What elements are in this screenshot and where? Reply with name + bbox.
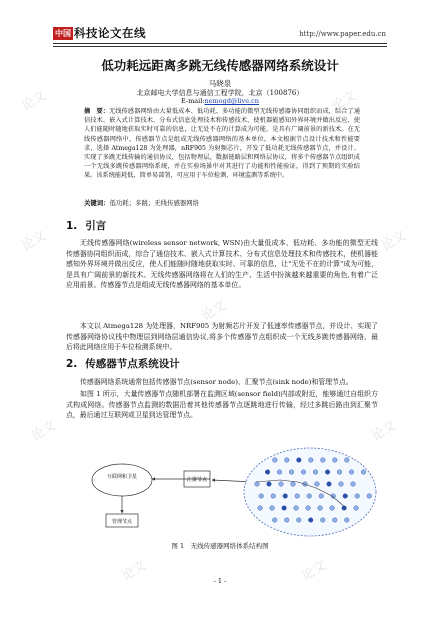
paragraph: 传感器网络系统通常包括传感器节点(sensor node)、汇聚节点(sink node)和管理节点。 [80, 378, 353, 386]
abstract-label: 摘 要： [84, 108, 110, 115]
sensor-node [297, 458, 302, 463]
site-url[interactable]: http://www.paper.edu.cn [299, 30, 386, 38]
sensor-node [308, 518, 313, 523]
sensor-node [277, 470, 282, 475]
header-rule [53, 43, 387, 44]
sensor-node [320, 518, 325, 523]
sensor-node [279, 482, 284, 487]
manager-node-label: 管理节点 [111, 519, 133, 525]
sensor-node [354, 506, 359, 511]
watermark-text: 论文 [118, 558, 150, 585]
watermark-text: 论文 [198, 148, 230, 175]
section-title: 引言 [85, 220, 107, 232]
header-rule-thin [53, 46, 387, 47]
keywords-label: 关键词： [84, 199, 110, 207]
sensor-node [315, 482, 320, 487]
sensor-node [285, 458, 290, 463]
sensor-node [332, 518, 337, 523]
paragraph: 本文以 Atmega128 为处理器，NRF905 为射频芯片开发了低速率传感器节点，并设计、实现了传感器网络协议栈中物理层到网络层通信协议,将多个传感器节点组织成一个无线多跳传感器网络，最后将此网络应用于车位检测系统中。 [66, 322, 378, 352]
sensor-node [270, 506, 275, 511]
figure-wsn-architecture [84, 442, 380, 537]
sensor-node [282, 506, 287, 511]
paper-affiliation: 北京邮电大学信息与通信工程学院，北京（100876） [136, 89, 304, 97]
keywords-text: 低功耗；多跳；无线传感器网络 [109, 199, 200, 207]
sensor-node [255, 482, 260, 487]
sensor-node [272, 518, 277, 523]
paper-author: 马晓泉 [208, 79, 232, 88]
sink-node-label: 汇聚节点 [186, 477, 208, 483]
sensor-node [284, 518, 289, 523]
paper-title: 低功耗远距离多跳无线传感器网络系统设计 [101, 58, 339, 73]
watermark-text: 论文 [298, 558, 330, 585]
sensor-node [259, 494, 264, 499]
sensor-node [295, 494, 300, 499]
sensor-node [344, 518, 349, 523]
sensor-node [296, 518, 301, 523]
sensor-node [291, 482, 296, 487]
logo-badge: 中国 [55, 28, 71, 38]
watermark-text: 论文 [28, 418, 60, 445]
watermark-text: 论文 [328, 88, 360, 115]
abstract [84, 107, 360, 181]
sensor-node [355, 494, 360, 499]
sensor-node [306, 506, 311, 511]
abstract-text: 无线传感器网络由大量低成本、低功耗、多功能的微型无线传感器协同组织而成，综合了通信技术、嵌入式计算技术、分布式信息处理技术和传感技术，使机器能感知外界环境并做出反应，使人们能随时随地获取实时可靠的信息，让无处不在的计算成为可能，是具有广阔前景的新技术。在无线传感器网络中，传感器节点是组成无线传感器网络的基本单位。本文根据节点设计技术和性能要求，选择 Atmega128 为处理器，nRF905 为射频芯片，开发了低功耗无线传感器节点，并设计、实现了多跳无线传输的通信协议，包括物理层、数据链路层和网络层协议，将多个传感器节点组织成一个无线多跳传感器网络系统，并在实验场景中对其进行了功能和性能验证，得到了预期的实验结果。该系统能耗低，简单易部署，可应用于车位检测、环境监测等系统中。 [84, 108, 361, 180]
section-title: 传感器节点系统设计 [85, 358, 180, 370]
sensor-node [330, 506, 335, 511]
watermark-text: 论文 [18, 88, 50, 115]
sensor-node [343, 494, 348, 499]
page-header [0, 0, 440, 44]
paragraph: 无线传感器网络(wireless sensor network, WSN)由大量低成本、低功耗、多功能的微型无线传感器协同组织而成，综合了通信技术、嵌入式计算技术、分布式信息处理技术和传感技术，使机器能感知外界环境并做出反应，使人们能随时随地获取实时、可靠的信息，让"无处不在的计算"成为可能，是具有广阔前景的新技术。无线传感器网络将在人们的生产、生活中扮演越来越重要的角色,有着广泛应用前景。传感器节点是组成无线传感器网络的基本单位。 [66, 239, 378, 290]
sensor-node [271, 494, 276, 499]
watermark-text: 论文 [18, 228, 50, 255]
figure-caption: 图 1 无线传感器网络体系结构图 [171, 542, 269, 550]
sensor-node [361, 470, 366, 475]
sensor-node [294, 506, 299, 511]
paragraph: 如图 1 所示，大量传感器节点随机部署在监测区域(sensor field)内部或附近，能够通过自组织方式构成网络。传感器节点监测的数据沿着其他传感器节点逐跳地进行传输，经过多跳后路由到汇聚节点，最后通过互联网或卫星到达管理节点。 [66, 390, 378, 420]
sensor-node [258, 506, 263, 511]
internet-cloud-shape [92, 464, 152, 496]
sensor-node [307, 494, 312, 499]
sensor-node [337, 470, 342, 475]
watermark-text: 论文 [198, 298, 230, 325]
sensor-node [318, 506, 323, 511]
sensor-node [339, 482, 344, 487]
sensor-node [313, 470, 318, 475]
sensor-node [301, 470, 306, 475]
internet-cloud-label: 互联网和卫星 [106, 474, 138, 480]
sensor-node [345, 458, 350, 463]
sensor-node [333, 458, 338, 463]
sensor-node [327, 482, 332, 487]
site-logo[interactable] [53, 26, 146, 40]
sensor-node [321, 458, 326, 463]
sensor-node [289, 470, 294, 475]
keywords [84, 198, 199, 207]
watermark-text: 论文 [368, 418, 400, 445]
sensor-node [283, 494, 288, 499]
email-label: E-mail: [181, 97, 205, 105]
paper-email-line [0, 97, 440, 105]
section-heading-intro [66, 218, 106, 233]
watermark-text: 论文 [378, 228, 410, 255]
section-number: 1. [66, 220, 78, 232]
sensor-node [349, 470, 354, 475]
section-heading-node-design [66, 356, 180, 371]
page-number: - 1 - [213, 577, 227, 585]
section-number: 2. [66, 358, 78, 370]
sensor-node [267, 482, 272, 487]
sensor-node [367, 494, 372, 499]
logo-text: 科技论文在线 [74, 26, 146, 40]
sensor-node [309, 458, 314, 463]
email-link[interactable]: nemogd@live.cn [204, 97, 259, 105]
sensor-node [265, 470, 270, 475]
sensor-node [273, 458, 278, 463]
sensor-node [351, 482, 356, 487]
sensor-node [319, 494, 324, 499]
sensor-node [325, 470, 330, 475]
